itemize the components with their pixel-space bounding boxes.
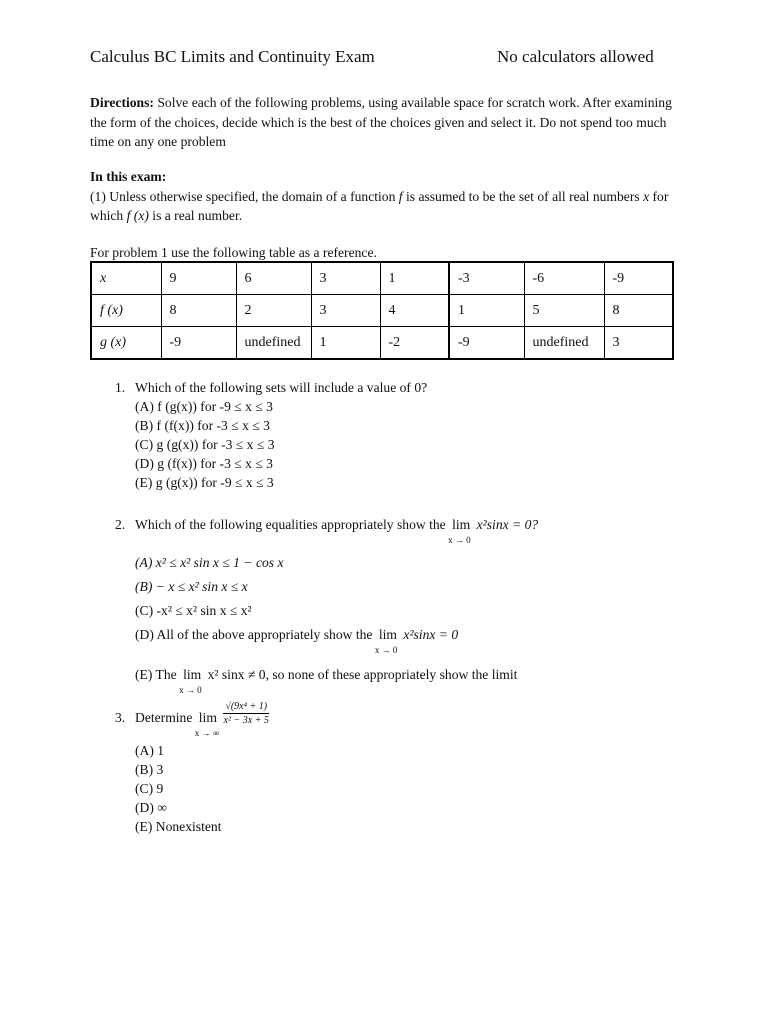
exam-notes-label: In this exam: <box>90 169 167 184</box>
question-stem <box>135 701 269 738</box>
table-cell: -2 <box>380 327 449 360</box>
question-number: 3. <box>115 710 126 725</box>
question-2-choices <box>135 553 518 695</box>
question-3-choices <box>135 741 221 836</box>
note-text: for which <box>90 188 669 223</box>
lim-subscript: x → 0 <box>374 645 398 655</box>
choice-e[interactable] <box>135 665 518 695</box>
table-row <box>91 327 673 360</box>
directions <box>90 93 680 152</box>
table-cell: 8 <box>604 295 673 327</box>
numerator: √(9x⁴ + 1) <box>225 701 268 713</box>
note-x: x <box>643 188 650 204</box>
limit-expression: x²sinx = 0? <box>476 517 539 532</box>
choice-d[interactable]: (D) ∞ <box>135 800 167 815</box>
choice-b[interactable]: (B) − x ≤ x² sin x ≤ x <box>135 579 248 594</box>
choice-a[interactable]: (A) 1 <box>135 743 165 758</box>
choice-c[interactable]: (C) 9 <box>135 781 164 796</box>
question-stem <box>135 515 539 545</box>
table-cell: 3 <box>604 327 673 360</box>
denominator: x² − 3x + 5 <box>223 715 269 727</box>
note-fx: f (x) <box>126 208 149 223</box>
note-f: f <box>398 188 403 204</box>
table-row <box>91 295 673 327</box>
choice-b[interactable]: (B) 3 <box>135 762 164 777</box>
question-stem: Which of the following sets will include a value of 0? <box>135 380 428 395</box>
table-cell: 2 <box>236 295 311 327</box>
table-cell: g (x) <box>91 327 161 360</box>
table-cell: f (x) <box>91 295 161 327</box>
directions-label: Directions: <box>90 95 154 110</box>
calculator-notice: No calculators allowed <box>497 47 654 66</box>
directions-text: Solve each of the following problems, using available space for scratch work. After examining the form of the choices, decide which is the best of the choices given and select it. Do not spend too much time on any one problem <box>90 95 672 149</box>
table-cell: 9 <box>161 262 236 295</box>
table-cell: -3 <box>449 262 524 295</box>
table-cell: x <box>91 262 161 295</box>
fraction <box>223 700 269 727</box>
table-cell: 1 <box>311 327 380 360</box>
lim-text: lim <box>183 667 202 682</box>
note-text: (1) Unless otherwise specified, the domain of a function <box>90 188 399 204</box>
limit-notation <box>194 708 220 738</box>
stem-text: Determine <box>135 710 193 725</box>
choice-c[interactable]: (C) g (g(x)) for -3 ≤ x ≤ 3 <box>135 437 275 452</box>
choice-e[interactable]: (E) Nonexistent <box>135 819 222 834</box>
choice-d[interactable] <box>135 625 517 665</box>
note-text: is assumed to be the set of all real numbers <box>402 188 644 204</box>
choice-a[interactable]: (A) f (g(x)) for -9 ≤ x ≤ 3 <box>135 399 273 414</box>
table-cell: 8 <box>161 295 236 327</box>
table-cell: -9 <box>161 327 236 360</box>
choice-text: (E) The <box>135 667 177 682</box>
table-cell: 3 <box>311 262 380 295</box>
lim-subscript: x → 0 <box>448 535 471 545</box>
lim-subscript: x → ∞ <box>194 728 220 738</box>
question-1-choices <box>135 397 275 492</box>
choice-d[interactable]: (D) g (f(x)) for -3 ≤ x ≤ 3 <box>135 456 273 471</box>
table-cell: 3 <box>311 295 380 327</box>
limit-notation <box>374 625 398 655</box>
table-cell: 1 <box>380 262 449 295</box>
question-number: 1. <box>115 380 126 395</box>
table-cell: 6 <box>236 262 311 295</box>
table-cell: undefined <box>236 327 311 360</box>
table-cell: undefined <box>524 327 604 360</box>
table-row <box>91 262 673 295</box>
lim-subscript: x → 0 <box>179 685 202 695</box>
limit-expression: x²sinx = 0 <box>403 627 459 642</box>
exam-title: Calculus BC Limits and Continuity Exam <box>90 47 375 66</box>
choice-text: (D) All of the above appropriately show the <box>135 627 373 642</box>
table-cell: 5 <box>524 295 604 327</box>
choice-b[interactable]: (B) f (f(x)) for -3 ≤ x ≤ 3 <box>135 418 270 433</box>
limit-notation <box>179 665 202 695</box>
stem-text: Which of the following equalities appropriately show the <box>135 517 446 532</box>
table-cell: -9 <box>604 262 673 295</box>
table-cell: 1 <box>449 295 524 327</box>
choice-e[interactable]: (E) g (g(x)) for -9 ≤ x ≤ 3 <box>135 475 274 490</box>
lim-text: lim <box>378 627 397 642</box>
choice-c[interactable]: (C) -x² ≤ x² sin x ≤ x² <box>135 603 252 618</box>
question-number: 2. <box>115 517 126 532</box>
limit-notation <box>448 515 471 545</box>
lim-text: lim <box>452 517 471 532</box>
choice-a[interactable]: (A) x² ≤ x² sin x ≤ 1 − cos x <box>135 555 284 570</box>
reference-table <box>90 261 674 360</box>
limit-expression: x² sinx ≠ 0, so none of these appropriately show the limit <box>207 667 518 682</box>
table-cell: 4 <box>380 295 449 327</box>
note-text: is a real number. <box>148 208 243 223</box>
lim-text: lim <box>198 710 217 725</box>
table-cell: -6 <box>524 262 604 295</box>
table-reference-note: For problem 1 use the following table as a reference. <box>90 245 377 260</box>
table-cell: -9 <box>449 327 524 360</box>
exam-notes <box>90 167 680 226</box>
